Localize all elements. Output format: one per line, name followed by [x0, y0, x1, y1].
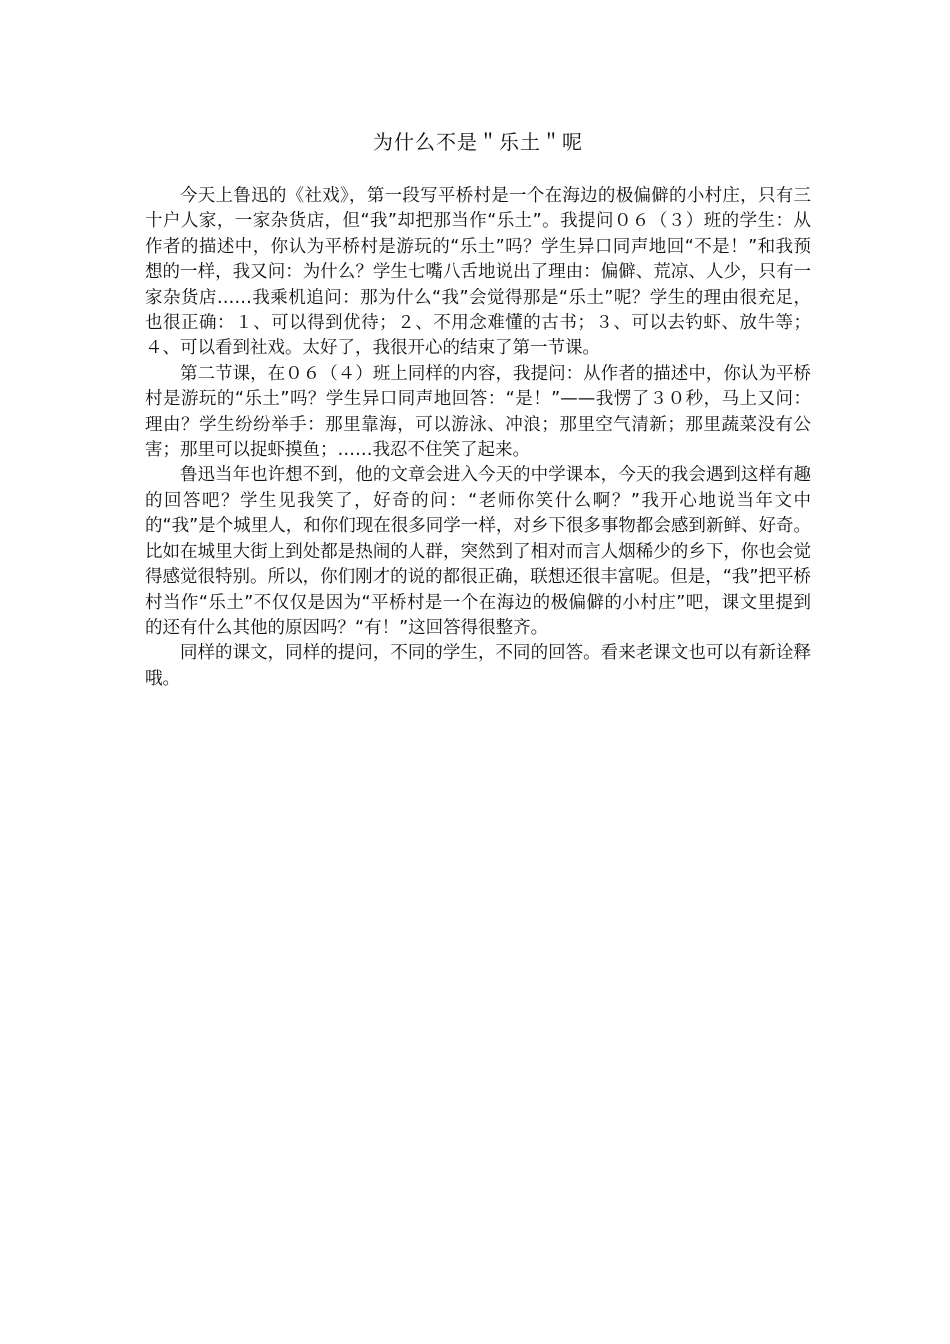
paragraph-2: 第二节课，在０６（４）班上同样的内容，我提问：从作者的描述中，你认为平桥村是游玩的“乐土”吗？学生异口同声地回答：“是！”——我愣了３０秒，马上又问：理由？学生纷纷举手：那里靠海，可以游泳、冲浪；那里空气清新；那里蔬菜没有公害；那里可以捉虾摸鱼；……我忍不住笑了起来。 [145, 363, 811, 461]
document-title: 为什么不是＂乐土＂呢 [373, 130, 583, 154]
paragraph-1: 今天上鲁迅的《社戏》，第一段写平桥村是一个在海边的极偏僻的小村庄，只有三十户人家，一家杂货店，但“我”却把那当作“乐土”。我提问０６（３）班的学生：从作者的描述中，你认为平桥村是游玩的“乐土”吗？学生异口同声地回“不是！”和我预想的一样，我又问：为什么？学生七嘴八舌地说出了理由：偏僻、荒凉、人少，只有一家杂货店……我乘机追问：那为什么“我”会觉得那是“乐土”呢？学生的理由很充足，也很正确：１、可以得到优待；２、不用念难懂的古书；３、可以去钓虾、放牛等；４、可以看到社戏。太好了，我很开心的结束了第一节课。 [145, 186, 811, 359]
paragraph-3: 鲁迅当年也许想不到，他的文章会进入今天的中学课本，今天的我会遇到这样有趣的回答吧？学生见我笑了，好奇的问：“老师你笑什么啊？”我开心地说当年文中的“我”是个城里人，和你们现在很多同学一样，对乡下很多事物都会感到新鲜、好奇。比如在城里大街上到处都是热闹的人群，突然到了相对而言人烟稀少的乡下，你也会觉得感觉很特别。所以，你们刚才的说的都很正确，联想还很丰富呢。但是，“我”把平桥村当作“乐土”不仅仅是因为“平桥村是一个在海边的极偏僻的小村庄”吧，课文里提到的还有什么其他的原因吗？“有！”这回答得很整齐。 [145, 465, 811, 638]
paragraph-4: 同样的课文，同样的提问，不同的学生，不同的回答。看来老课文也可以有新诠释哦。 [145, 643, 811, 689]
document-body [145, 184, 811, 692]
